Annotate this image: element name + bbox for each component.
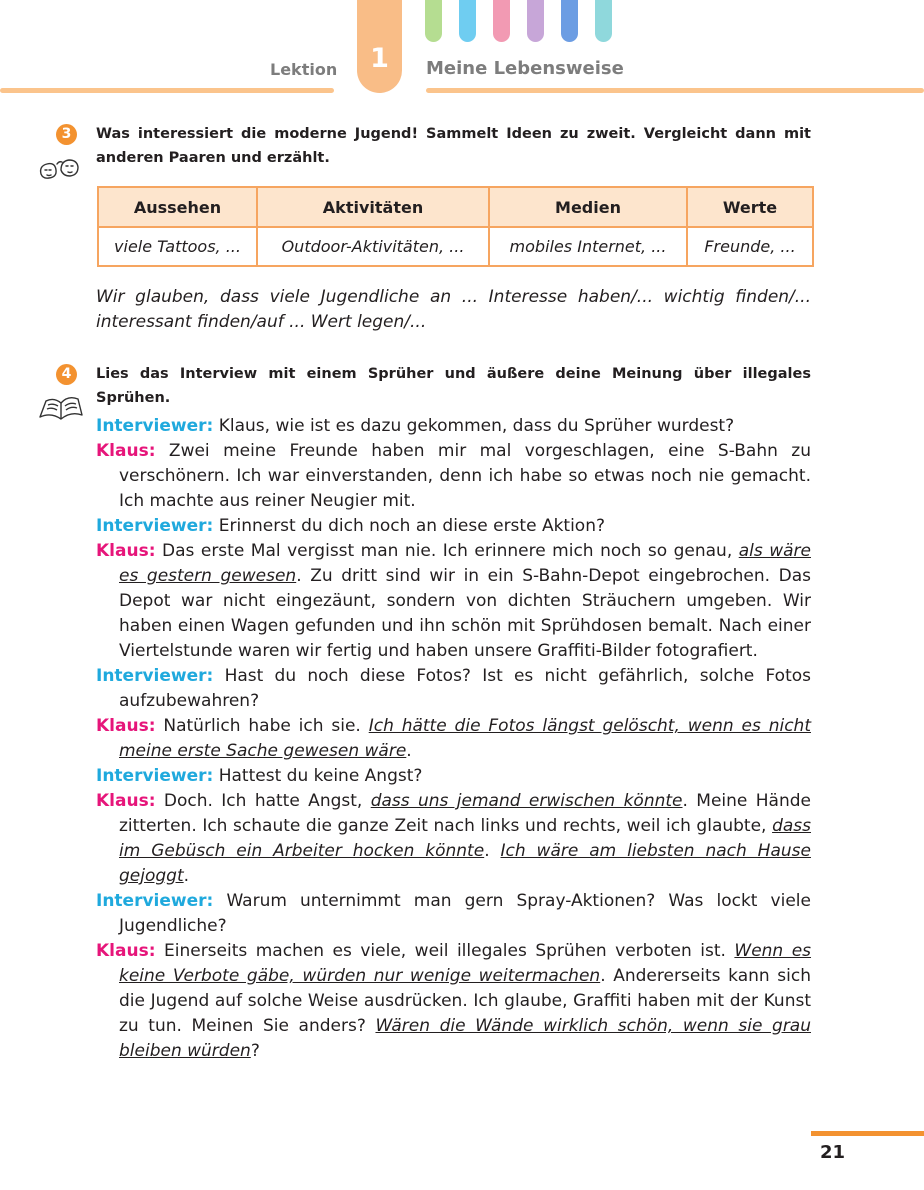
lesson-title: Meine Lebensweise <box>426 58 624 79</box>
speaker-klaus: Klaus: <box>96 441 156 461</box>
table-cell: Outdoor-Aktivitäten, ... <box>257 227 489 266</box>
dialog-text: . <box>406 741 412 761</box>
themes-table <box>97 186 814 267</box>
speaker-interviewer: Interviewer: <box>96 516 214 536</box>
table-row <box>98 227 813 266</box>
underlined-phrase: Wenn es keine Verbote gäbe, würden nur wenige weitermachen <box>119 941 812 986</box>
dialog-turn <box>96 889 811 939</box>
color-stripe <box>595 0 612 42</box>
color-stripe <box>459 0 476 42</box>
table-cell: Freunde, ... <box>687 227 813 266</box>
speaker-interviewer: Interviewer: <box>96 416 214 436</box>
dialog-turn <box>96 539 811 664</box>
dialog-text: . Zu dritt sind wir in ein S-Bahn-Depot eingebrochen. Das Depot war nicht eingezäunt, sondern von dichten Sträuchern umgeben. Wir haben einen Wagen gefunden und ihn schön mit Sprühdosen bemalt. Nach einer Viertelstunde waren wir fertig und haben unsere Graffiti-Bilder fotografiert. <box>119 566 812 661</box>
table-header-cell: Aktivitäten <box>257 187 489 227</box>
dialog-turn <box>96 514 811 539</box>
underlined-phrase: Ich hätte die Fotos längst gelöscht, wenn es nicht meine erste Sache gewesen wäre <box>119 716 811 761</box>
color-stripe <box>527 0 544 42</box>
exercise-4-number: 4 <box>56 364 77 385</box>
lesson-label: Lektion <box>270 60 338 79</box>
exercise-3-instruction: Was interessiert die moderne Jugend! Sammelt Ideen zu zweit. Vergleicht dann mit anderen Paaren und erzählt. <box>96 126 811 166</box>
speaker-interviewer: Interviewer: <box>96 666 214 686</box>
sentence-starter: Wir glauben, dass viele Jugendliche an ... Interesse haben/... wichtig finden/... interessant finden/auf ... Wert legen/... <box>96 287 811 332</box>
table-header-row <box>98 187 813 227</box>
exercise-3-number: 3 <box>56 124 77 145</box>
table-header-cell: Aussehen <box>98 187 257 227</box>
color-stripe <box>561 0 578 42</box>
color-stripe <box>493 0 510 42</box>
speaker-interviewer: Interviewer: <box>96 766 214 786</box>
speaker-klaus: Klaus: <box>96 716 156 736</box>
footer-rule <box>811 1131 924 1136</box>
dialog-text: Erinnerst du dich noch an diese erste Aktion? <box>218 516 606 536</box>
table-cell: mobiles Internet, ... <box>489 227 687 266</box>
dialog-text: Hattest du keine Angst? <box>218 766 423 786</box>
speaker-interviewer: Interviewer: <box>96 891 214 911</box>
dialog-text: . <box>183 866 190 886</box>
dialog-text: ? <box>250 1041 260 1061</box>
dialog-text: . Andererseits kann sich die Jugend auf solche Weise ausdrücken. Ich glaube, Graffiti haben mit der Kunst zu tun. Meinen Sie anders? <box>119 966 811 1036</box>
dialog-text: Hast du noch diese Fotos? Ist es nicht gefährlich, solche Fotos aufzubewahren? <box>119 666 811 711</box>
dialog-text: Einerseits machen es viele, weil illegales Sprühen verboten ist. <box>164 941 735 961</box>
dialog-turn <box>96 714 811 764</box>
dialog-text: Klaus, wie ist es dazu gekommen, dass du Sprüher wurdest? <box>218 416 735 436</box>
table-cell: viele Tattoos, ... <box>98 227 257 266</box>
dialog-text: . <box>484 841 501 861</box>
lesson-number: 1 <box>370 43 389 74</box>
header-rule-left <box>0 88 334 93</box>
underlined-phrase: Ich wäre am liebsten nach Hause gejoggt <box>119 841 811 886</box>
underlined-phrase: als wäre es gestern gewesen <box>119 541 811 586</box>
table-header-cell: Medien <box>489 187 687 227</box>
dialog-text: . Meine Hände zitterten. Ich schaute die ganze Zeit nach links und rechts, weil ich glaubte, <box>119 791 812 836</box>
table-header-cell: Werte <box>687 187 813 227</box>
underlined-phrase: dass uns jemand erwischen könnte <box>370 791 683 811</box>
page-number: 21 <box>820 1142 846 1163</box>
color-stripe <box>425 0 442 42</box>
interview-dialog <box>96 414 811 1064</box>
underlined-phrase: dass im Gebüsch ein Arbeiter hocken könnte <box>119 816 811 861</box>
speaker-klaus: Klaus: <box>96 541 156 561</box>
speaker-klaus: Klaus: <box>96 941 156 961</box>
dialog-text: Natürlich habe ich sie. <box>163 716 369 736</box>
dialog-text: Das erste Mal vergisst man nie. Ich erinnere mich noch so genau, <box>162 541 739 561</box>
exercise-4-instruction: Lies das Interview mit einem Sprüher und äußere deine Meinung über illegales Sprühen. <box>96 366 811 406</box>
header-rule-right <box>426 88 924 93</box>
dialog-text: Doch. Ich hatte Angst, <box>163 791 371 811</box>
dialog-turn <box>96 789 811 889</box>
dialog-turn <box>96 414 811 439</box>
dialog-turn <box>96 439 811 514</box>
pair-work-icon <box>37 156 83 182</box>
dialog-text: Zwei meine Freunde haben mir mal vorgeschlagen, eine S-Bahn zu verschönern. Ich war einverstanden, denn ich habe so etwas noch nie gemacht. Ich machte aus reiner Neugier mit. <box>119 441 811 511</box>
dialog-turn <box>96 939 811 1064</box>
open-book-icon <box>38 393 84 423</box>
underlined-phrase: Wären die Wände wirklich schön, wenn sie grau bleiben würden <box>119 1016 811 1061</box>
dialog-turn <box>96 664 811 714</box>
dialog-turn <box>96 764 811 789</box>
speaker-klaus: Klaus: <box>96 791 156 811</box>
dialog-text: Warum unternimmt man gern Spray-Aktionen? Was lockt viele Jugendliche? <box>119 891 811 936</box>
